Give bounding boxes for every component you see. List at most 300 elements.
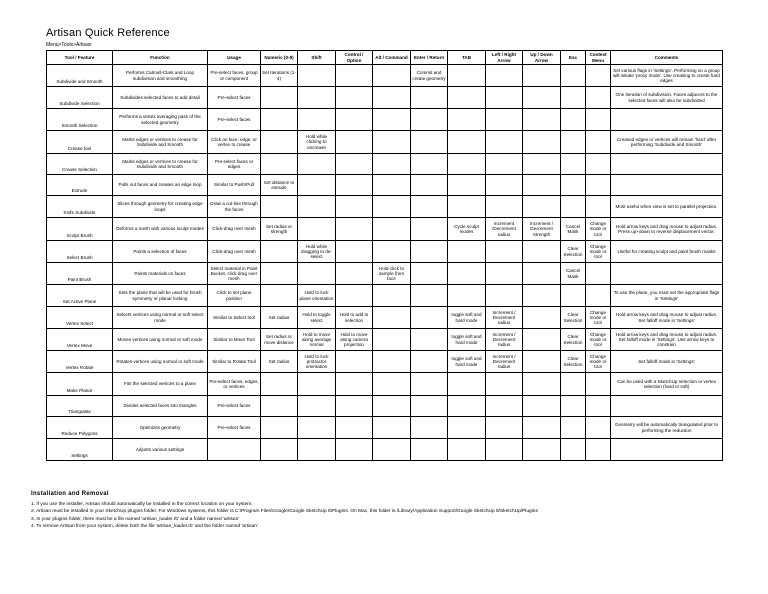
enter-cell	[411, 154, 448, 175]
function-cell: Fits the selected vertices to a plane	[113, 373, 208, 396]
up-down-cell	[523, 439, 561, 461]
shift-cell	[298, 396, 336, 417]
tool-name: Smooth Selection	[61, 122, 98, 128]
tool-name: Extrude	[71, 187, 88, 193]
alt-cell	[373, 218, 411, 241]
esc-cell	[561, 439, 586, 461]
numeric-cell	[261, 263, 298, 285]
tool-cell	[47, 131, 113, 154]
tool-name: Vertex Rotate	[65, 364, 94, 370]
col-header-context: Context Menu	[586, 51, 611, 65]
function-cell: Optimizes geometry	[113, 417, 208, 439]
tab-cell: toggle soft and hard mode	[448, 329, 486, 351]
install-step: 2. Artisan must be installed in your SketchUp plugins folder. For Windows systems, this folder is C:\Program Files\Google\Google SketchUp 8\Plugins. On Mac, this folder is /Library/Application Support/Google SketchUp 8/SketchUp/Plugins	[31, 509, 538, 515]
usage-cell: Similar to Move Tool	[208, 329, 261, 351]
numeric-cell	[261, 439, 298, 461]
up-down-cell	[523, 241, 561, 263]
col-header-usage: Usage	[208, 51, 261, 65]
tool-cell	[47, 175, 113, 196]
function-cell: Rotates vertices using normal or soft mode	[113, 351, 208, 373]
comments-cell: Set falloff mode in 'Settings'	[611, 351, 723, 373]
context-menu-cell	[586, 154, 611, 175]
shift-cell	[298, 218, 336, 241]
numeric-cell	[261, 241, 298, 263]
esc-cell	[561, 285, 586, 307]
tool-cell	[47, 263, 113, 285]
esc-cell	[561, 373, 586, 396]
alt-cell	[373, 396, 411, 417]
shift-cell	[298, 154, 336, 175]
tab-cell	[448, 154, 486, 175]
shift-cell	[298, 65, 336, 87]
tool-name: Triangulate	[68, 408, 91, 414]
table-row	[47, 131, 723, 154]
tool-name: Crease tool	[67, 145, 92, 151]
up-down-cell	[523, 65, 561, 87]
comments-cell	[611, 154, 723, 175]
left-right-cell	[486, 373, 523, 396]
function-cell: Subdivides selected faces to add detail	[113, 87, 208, 109]
up-down-cell	[523, 109, 561, 131]
tool-name: Crease Selection	[62, 166, 97, 172]
esc-cell: Clear Selection	[561, 307, 586, 329]
alt-cell	[373, 154, 411, 175]
left-right-cell	[486, 417, 523, 439]
usage-cell: Pre-select faces	[208, 396, 261, 417]
install-steps	[31, 501, 538, 530]
tool-name: Paint Brush	[67, 276, 92, 282]
context-menu-cell	[586, 396, 611, 417]
numeric-cell: Set radius or strength	[261, 218, 298, 241]
tab-cell	[448, 109, 486, 131]
tool-name: Settings	[71, 452, 88, 458]
enter-cell	[411, 439, 448, 461]
enter-cell	[411, 373, 448, 396]
tab-cell	[448, 131, 486, 154]
usage-cell: Similar to Rotate Tool	[208, 351, 261, 373]
context-menu-cell	[586, 417, 611, 439]
left-right-cell	[486, 285, 523, 307]
shift-cell	[298, 417, 336, 439]
alt-cell: Hold-click to sample from face	[373, 263, 411, 285]
up-down-cell	[523, 417, 561, 439]
tool-cell	[47, 196, 113, 218]
usage-cell: Pre-select faces	[208, 417, 261, 439]
control-cell	[336, 87, 373, 109]
control-cell	[336, 175, 373, 196]
function-cell: Pulls out faces and creates an edge loop	[113, 175, 208, 196]
alt-cell	[373, 131, 411, 154]
function-cell: Marks edges or vertices to crease for Subdivide and Smooth	[113, 131, 208, 154]
up-down-cell	[523, 263, 561, 285]
shift-cell: Hold while dragging to de-select	[298, 241, 336, 263]
table-row	[47, 417, 723, 439]
comments-cell: To use the plane, you must set the appropriate flags in 'Settings'	[611, 285, 723, 307]
tab-cell	[448, 65, 486, 87]
table-row	[47, 65, 723, 87]
table-row	[47, 373, 723, 396]
numeric-cell	[261, 131, 298, 154]
usage-cell: Similar to Select tool	[208, 307, 261, 329]
alt-cell	[373, 285, 411, 307]
context-menu-cell	[586, 109, 611, 131]
alt-cell	[373, 351, 411, 373]
usage-cell: Pre-select faces	[208, 109, 261, 131]
left-right-cell	[486, 263, 523, 285]
function-cell: Marks edges or vertices to crease for Subdivide and Smooth	[113, 154, 208, 175]
function-cell: Slices through geometry for creating edge loops	[113, 196, 208, 218]
enter-cell: Commit and create geometry	[411, 65, 448, 87]
tab-cell: toggle soft and hard mode	[448, 351, 486, 373]
enter-cell	[411, 263, 448, 285]
table-row	[47, 439, 723, 461]
install-step: 3. In your plugins folder, there must be a file named 'artisan_loader.rb' and a folder named 'artisan'	[31, 516, 240, 522]
alt-cell	[373, 87, 411, 109]
table-row	[47, 329, 723, 351]
header-row	[47, 51, 723, 65]
control-cell	[336, 65, 373, 87]
esc-cell	[561, 154, 586, 175]
esc-cell: Cancel Mask	[561, 263, 586, 285]
context-menu-cell	[586, 175, 611, 196]
tab-cell	[448, 285, 486, 307]
esc-cell: Clear Selection	[561, 351, 586, 373]
usage-cell: Pre-select faces, group or component	[208, 65, 261, 87]
shift-cell	[298, 196, 336, 218]
tool-name: Select Brush	[66, 254, 93, 260]
control-cell	[336, 131, 373, 154]
shift-cell	[298, 373, 336, 396]
tab-cell	[448, 196, 486, 218]
left-right-cell	[486, 396, 523, 417]
function-cell: Sets the plane that will be used for brush symmetry or planar locking	[113, 285, 208, 307]
tool-cell	[47, 109, 113, 131]
table-row	[47, 109, 723, 131]
shift-cell: Hold to lock protractor orientation	[298, 351, 336, 373]
col-header-left-right: Left / Right Arrow	[486, 51, 523, 65]
up-down-cell	[523, 131, 561, 154]
table-row	[47, 263, 723, 285]
function-cell: Adjusts various settings	[113, 439, 208, 461]
numeric-cell	[261, 196, 298, 218]
tab-cell	[448, 241, 486, 263]
usage-cell	[208, 439, 261, 461]
shift-cell: Hold while clicking to uncrease	[298, 131, 336, 154]
control-cell	[336, 196, 373, 218]
enter-cell	[411, 87, 448, 109]
esc-cell	[561, 131, 586, 154]
left-right-cell: Increment / Decrement radius	[486, 329, 523, 351]
shift-cell	[298, 439, 336, 461]
left-right-cell	[486, 241, 523, 263]
tool-cell	[47, 439, 113, 461]
enter-cell	[411, 307, 448, 329]
context-menu-cell: Change mode or tool	[586, 329, 611, 351]
numeric-cell	[261, 109, 298, 131]
context-menu-cell	[586, 65, 611, 87]
numeric-cell	[261, 154, 298, 175]
up-down-cell	[523, 351, 561, 373]
install-heading: Installation and Removal	[31, 491, 109, 497]
table-row	[47, 351, 723, 373]
function-cell: Performs Catmull-Clark and Loop subdivision and smoothing	[113, 65, 208, 87]
comments-cell: Can be used with a SketchUp selection or vertex selection (hard or soft)	[611, 373, 723, 396]
control-cell: Hold to move along camera projection	[336, 329, 373, 351]
tool-name: Subdivide Selection	[59, 100, 100, 106]
esc-cell: Clear Selection	[561, 241, 586, 263]
tab-cell	[448, 373, 486, 396]
table-row	[47, 154, 723, 175]
comments-cell	[611, 175, 723, 196]
comments-cell	[611, 396, 723, 417]
function-cell: Paints a selection of faces	[113, 241, 208, 263]
alt-cell	[373, 417, 411, 439]
tab-cell	[448, 417, 486, 439]
control-cell	[336, 373, 373, 396]
comments-cell: Geometry will be automatically triangulated prior to performing the reduction	[611, 417, 723, 439]
tool-cell	[47, 285, 113, 307]
control-cell	[336, 351, 373, 373]
comments-cell	[611, 439, 723, 461]
shift-cell	[298, 87, 336, 109]
col-header-alt: Alt / Command	[373, 51, 411, 65]
function-cell: Divides selected faces into triangles	[113, 396, 208, 417]
alt-cell	[373, 175, 411, 196]
quick-reference-table	[46, 50, 723, 461]
control-cell	[336, 439, 373, 461]
table-row	[47, 87, 723, 109]
numeric-cell	[261, 87, 298, 109]
left-right-cell	[486, 439, 523, 461]
left-right-cell	[486, 154, 523, 175]
enter-cell	[411, 109, 448, 131]
context-menu-cell: Change mode or tool	[586, 307, 611, 329]
up-down-cell	[523, 307, 561, 329]
numeric-cell: Set radius	[261, 351, 298, 373]
alt-cell	[373, 329, 411, 351]
shift-cell: Hold to move along average normal	[298, 329, 336, 351]
col-header-control: Control / Option	[336, 51, 373, 65]
numeric-cell: Set radius	[261, 307, 298, 329]
comments-cell: Hold arrow keys and drag mouse to adjust radius. Press up+down to reverse displacement vector.	[611, 218, 723, 241]
col-header-tool: Tool / Feature	[47, 51, 113, 65]
tab-cell	[448, 175, 486, 196]
up-down-cell	[523, 285, 561, 307]
install-step: 4. To remove Artisan from your system, delete both the file 'artisan_loader.rb' and the folder named 'artisan'	[31, 523, 258, 529]
numeric-cell	[261, 417, 298, 439]
table-row	[47, 285, 723, 307]
col-header-enter: Enter / Return	[411, 51, 448, 65]
left-right-cell	[486, 87, 523, 109]
esc-cell	[561, 396, 586, 417]
context-menu-cell: Change mode or tool	[586, 241, 611, 263]
function-cell: Selects vertices using normal or soft select mode	[113, 307, 208, 329]
table-row	[47, 241, 723, 263]
comments-cell: Useful for creating sculpt and paint brush masks	[611, 241, 723, 263]
enter-cell	[411, 351, 448, 373]
tab-cell	[448, 396, 486, 417]
tab-cell	[448, 87, 486, 109]
comments-cell: Hold arrow keys and drag mouse to adjust radius. Set falloff mode in 'Settings'	[611, 307, 723, 329]
numeric-cell	[261, 396, 298, 417]
comments-cell	[611, 109, 723, 131]
left-right-cell: Increment / Decrement radius	[486, 351, 523, 373]
usage-cell: Select material in Paint Bucket, click-drag over mesh	[208, 263, 261, 285]
usage-cell: Click on face, edge, or vertex to crease	[208, 131, 261, 154]
usage-cell: Pre-select faces, edges, or vertices	[208, 373, 261, 396]
enter-cell	[411, 285, 448, 307]
context-menu-cell	[586, 373, 611, 396]
left-right-cell	[486, 131, 523, 154]
esc-cell	[561, 196, 586, 218]
tool-cell	[47, 307, 113, 329]
left-right-cell	[486, 196, 523, 218]
col-header-tab: TAB	[448, 51, 486, 65]
esc-cell	[561, 417, 586, 439]
tool-cell	[47, 65, 113, 87]
function-cell: Moves vertices using normal or soft mode	[113, 329, 208, 351]
shift-cell: Hold to lock plane orientation	[298, 285, 336, 307]
context-menu-cell	[586, 439, 611, 461]
left-right-cell	[486, 175, 523, 196]
col-header-numeric: Numeric (0-9)	[261, 51, 298, 65]
page-title: Artisan Quick Reference	[46, 27, 170, 39]
enter-cell	[411, 241, 448, 263]
esc-cell: Cancel Mask	[561, 218, 586, 241]
numeric-cell	[261, 285, 298, 307]
esc-cell	[561, 175, 586, 196]
alt-cell	[373, 373, 411, 396]
up-down-cell: Increment / Decrement Strength	[523, 218, 561, 241]
control-cell	[336, 396, 373, 417]
tool-name: Knife Subdivide	[63, 209, 96, 215]
col-header-comments: Comments	[611, 51, 723, 65]
left-right-cell: Increment / Decrement radius	[486, 307, 523, 329]
tab-cell	[448, 439, 486, 461]
numeric-cell: Set radius or move distance	[261, 329, 298, 351]
up-down-cell	[523, 373, 561, 396]
shift-cell: Hold to toggle select	[298, 307, 336, 329]
enter-cell	[411, 196, 448, 218]
up-down-cell	[523, 396, 561, 417]
control-cell	[336, 263, 373, 285]
up-down-cell	[523, 175, 561, 196]
table-row	[47, 396, 723, 417]
comments-cell: Creased edges or vertices will remain 'hard' after performing 'Subdivide and Smooth'	[611, 131, 723, 154]
tool-cell	[47, 154, 113, 175]
up-down-cell	[523, 329, 561, 351]
alt-cell	[373, 65, 411, 87]
numeric-cell: Set Iterations (1-4)	[261, 65, 298, 87]
col-header-esc: Esc	[561, 51, 586, 65]
usage-cell: Similar to Push/Pull	[208, 175, 261, 196]
tool-cell	[47, 351, 113, 373]
tool-name: Vertex Select	[65, 320, 94, 326]
context-menu-cell	[586, 263, 611, 285]
context-menu-cell: Change mode or tool	[586, 218, 611, 241]
tool-name: Sculpt Brush	[66, 232, 93, 238]
enter-cell	[411, 329, 448, 351]
tool-cell	[47, 417, 113, 439]
shift-cell	[298, 175, 336, 196]
tool-cell	[47, 373, 113, 396]
control-cell: Hold to add to selection	[336, 307, 373, 329]
install-step: 1. If you use the installer, Artisan should automatically be installed in the correct location on your system.	[31, 502, 253, 507]
enter-cell	[411, 131, 448, 154]
table-row	[47, 196, 723, 218]
shift-cell	[298, 263, 336, 285]
alt-cell	[373, 307, 411, 329]
tab-cell: Cycle sculpt modes	[448, 218, 486, 241]
tool-name: Reduce Polygons	[61, 430, 98, 436]
usage-cell: Click-drag over mesh	[208, 218, 261, 241]
comments-cell	[611, 263, 723, 285]
tool-cell	[47, 329, 113, 351]
enter-cell	[411, 396, 448, 417]
function-cell: Deforms a mesh with various sculpt modes	[113, 218, 208, 241]
enter-cell	[411, 175, 448, 196]
tool-name: Make Planar	[66, 387, 93, 393]
control-cell	[336, 285, 373, 307]
tool-cell	[47, 218, 113, 241]
tab-cell: toggle soft and hard mode	[448, 307, 486, 329]
tool-name: Vertex Move	[66, 342, 93, 348]
esc-cell	[561, 87, 586, 109]
usage-cell: Pre-select faces	[208, 87, 261, 109]
up-down-cell	[523, 154, 561, 175]
alt-cell	[373, 439, 411, 461]
alt-cell	[373, 109, 411, 131]
left-right-cell: Increment /Decrement radius	[486, 218, 523, 241]
comments-cell: One iteration of subdivision. Faces adjacent to the selected faces will also be subdivided	[611, 87, 723, 109]
tool-name: Set Active Plane	[62, 298, 97, 304]
alt-cell	[373, 196, 411, 218]
table-row	[47, 175, 723, 196]
tab-cell	[448, 263, 486, 285]
alt-cell	[373, 241, 411, 263]
context-menu-cell	[586, 131, 611, 154]
usage-cell: Pre-select faces or edges	[208, 154, 261, 175]
control-cell	[336, 241, 373, 263]
col-header-shift: Shift	[298, 51, 336, 65]
usage-cell: Click to set plane position	[208, 285, 261, 307]
context-menu-cell	[586, 285, 611, 307]
tool-cell	[47, 396, 113, 417]
left-right-cell	[486, 65, 523, 87]
esc-cell	[561, 109, 586, 131]
context-menu-cell	[586, 87, 611, 109]
table-row	[47, 218, 723, 241]
esc-cell: Clear Selection	[561, 329, 586, 351]
enter-cell	[411, 417, 448, 439]
function-cell: Paints materials on faces	[113, 263, 208, 285]
control-cell	[336, 109, 373, 131]
enter-cell	[411, 218, 448, 241]
comments-cell: Set various flags in 'Settings'. Performing on a group will initiate 'proxy mode'. Use creasing to create hard edges	[611, 65, 723, 87]
esc-cell	[561, 65, 586, 87]
context-menu-cell: Change mode or tool	[586, 351, 611, 373]
context-menu-cell	[586, 196, 611, 218]
tool-cell	[47, 241, 113, 263]
numeric-cell: Set distance to extrude	[261, 175, 298, 196]
shift-cell	[298, 109, 336, 131]
tool-cell	[47, 87, 113, 109]
control-cell	[336, 218, 373, 241]
usage-cell: Draw a cut-line through the faces	[208, 196, 261, 218]
control-cell	[336, 417, 373, 439]
up-down-cell	[523, 87, 561, 109]
up-down-cell	[523, 196, 561, 218]
